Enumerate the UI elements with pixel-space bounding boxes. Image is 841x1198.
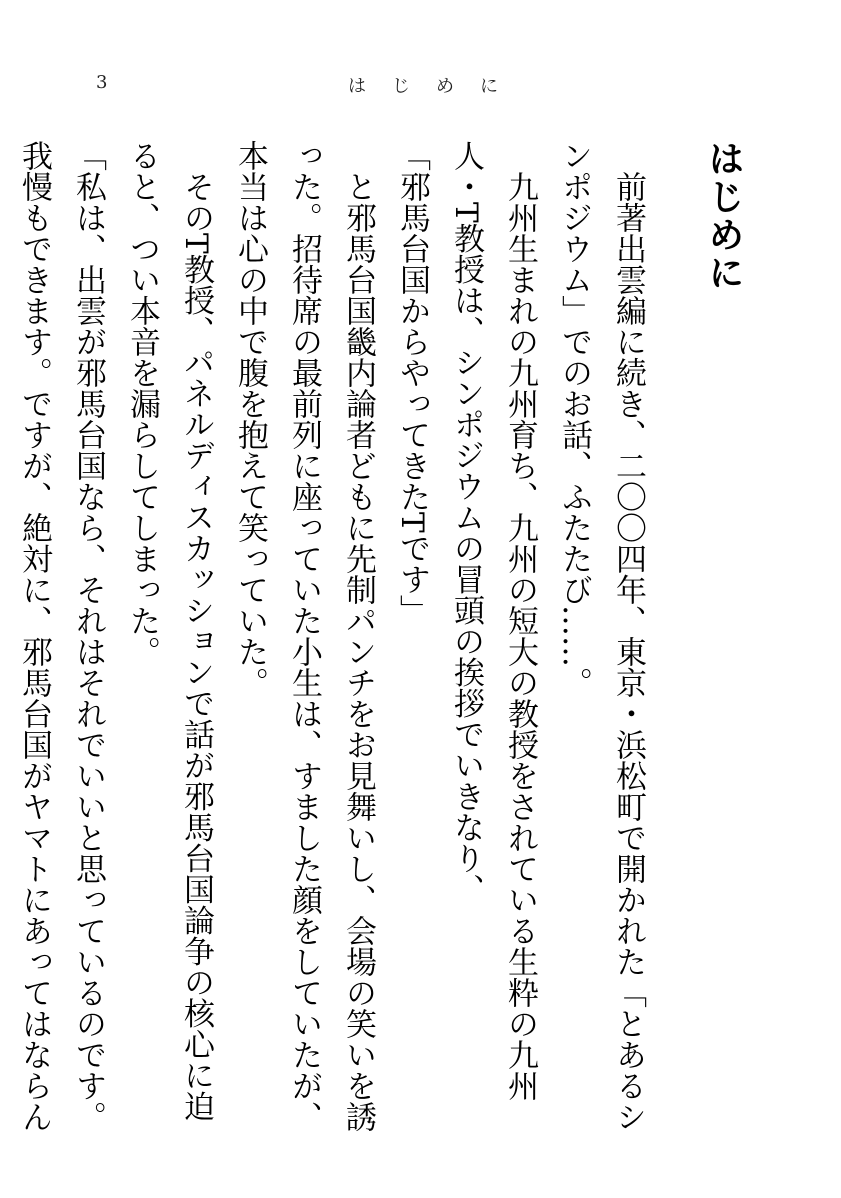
paragraph-5: そのT教授、パネルディスカッションで話が邪馬台国論争の核心に迫ると、つい本音を漏らしてしまった。 [124, 140, 214, 1122]
paragraph-2: 九州生まれの九州育ち、九州の短大の教授をされている生粋の九州人・T教授は、シンポジウムの冒頭の挨拶でいきなり、 [448, 140, 538, 1101]
paragraph-3: 「邪馬台国からやってきたTです」 [394, 140, 430, 626]
paragraph-1: 前著出雲編に続き、二〇〇四年、東京・浜松町で開かれた「とあるシンポジウム」でのお話、ふたたび……。 [556, 140, 646, 1132]
paragraph-6: 「私は、出雲が邪馬台国なら、それはそれでいいと思っているのです。我慢もできます。ですが、絶対に、邪馬台国がヤマトにあってはならん [16, 140, 106, 1132]
body-text [16, 140, 751, 1140]
running-head: はじめに [348, 76, 524, 97]
paragraph-4: と邪馬台国畿内論者どもに先制パンチをお見舞いし、会場の笑いを誘った。招待席の最前列に座っていた小生は、すました顔をしていたが、本当は心の中で腹を抱えて笑っていた。 [232, 140, 376, 1132]
chapter-title: はじめに [703, 140, 745, 292]
page-number: 3 [96, 72, 108, 93]
